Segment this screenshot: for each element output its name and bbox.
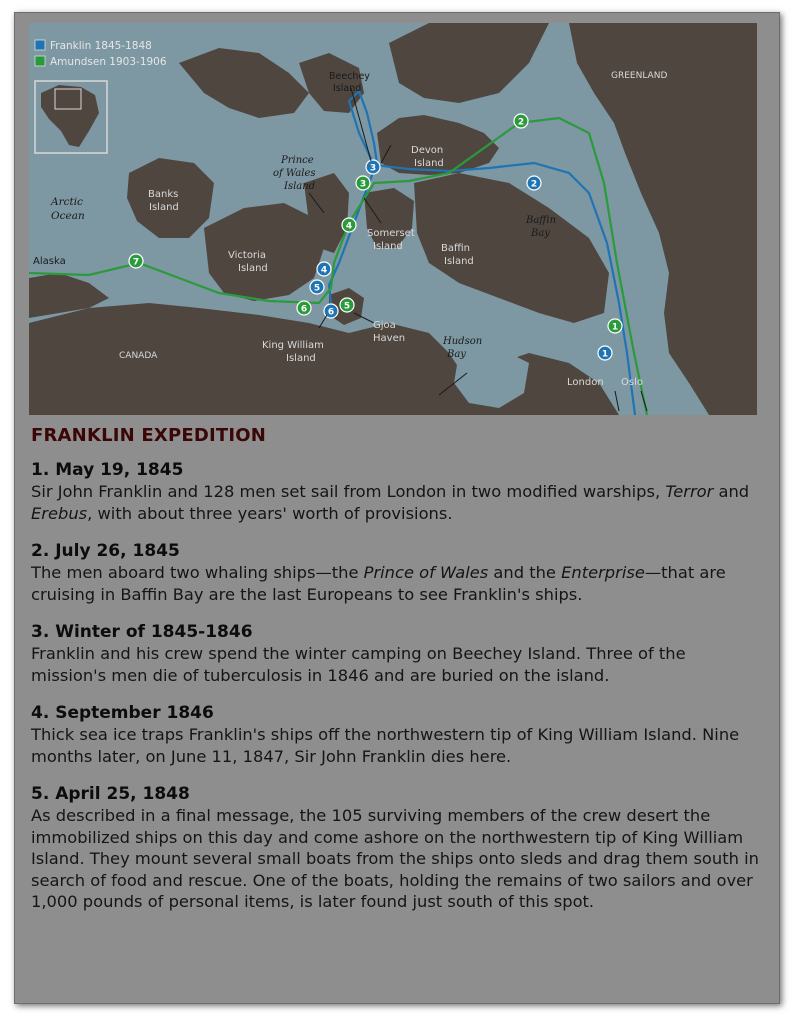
label-hudson-1: Hudson [443,336,483,347]
svg-text:1: 1 [601,349,609,360]
label-canada: CANADA [119,351,158,361]
entry-2 [31,541,761,605]
franklin-marker-3 [366,160,380,174]
amundsen-marker-5 [340,298,354,312]
entry-text-part: and [713,482,750,501]
amundsen-marker-4 [342,218,356,232]
label-banks-2: Island [149,202,179,213]
svg-text:6: 6 [300,304,308,315]
entry-3 [31,622,761,686]
entry-text-part: Sir John Franklin and 128 men set sail from London in two modified warships, [31,482,666,501]
label-victoria-1: Victoria [228,250,266,261]
label-somerset-1: Somerset [367,228,415,239]
label-baffin-island-2: Island [444,256,474,267]
entry-text [31,562,761,605]
expedition-route-map [29,23,757,415]
legend-label-amundsen: Amundsen 1903-1906 [50,56,167,68]
entry-4 [31,703,761,767]
amundsen-marker-6 [297,301,311,315]
label-pow-1: Prince [281,155,314,166]
franklin-marker-1 [598,346,612,360]
entry-heading: 2. July 26, 1845 [31,541,180,561]
franklin-marker-2 [527,176,541,190]
entry-5 [31,784,761,913]
entry-text-part: The men aboard two whaling ships—the [31,563,364,582]
franklin-marker-5 [310,280,324,294]
svg-text:3: 3 [359,179,367,190]
label-somerset-2: Island [373,241,403,252]
label-pow-3: Island [284,181,316,192]
dimmed-content-frame [14,12,780,1004]
svg-text:7: 7 [132,257,140,268]
svg-text:5: 5 [343,301,351,312]
entry-text: As described in a final message, the 105 surviving members of the crew desert the immobilized ships on this day and come ashore on the northwestern tip of King William Island. They mount several small boats from the ships onto sleds and drag them south in search of food and rescue. One of the boats, holding the remains of two sailors and over 1,000 pounds of personal items, is later found just south of this spot. [31,806,759,911]
label-beechey-2: Island [333,83,362,94]
label-gjoa-1: Gjoa [373,320,396,331]
label-devon-2: Island [414,158,444,169]
article-title: FRANKLIN EXPEDITION [31,425,267,446]
entry-1 [31,460,761,524]
label-alaska: Alaska [33,256,66,267]
legend-swatch-franklin [35,40,45,50]
entry-text-part: and the [488,563,562,582]
label-devon-1: Devon [411,145,444,156]
entry-heading: 4. September 1846 [31,703,214,723]
article-body [31,425,761,930]
label-beechey-1: Beechey [329,71,370,82]
svg-text:2: 2 [530,179,538,190]
entry-text-part: , with about three years' worth of provisions. [87,503,453,523]
svg-text:4: 4 [320,265,328,276]
amundsen-marker-2 [514,114,528,128]
amundsen-marker-1 [608,319,622,333]
entry-heading: 3. Winter of 1845-1846 [31,622,253,642]
ship-name-prince-of-wales: Prince of Wales [363,563,489,582]
franklin-marker-4 [317,262,331,276]
ship-name-terror: Terror [665,482,714,501]
svg-text:1: 1 [611,322,619,333]
amundsen-marker-7 [129,254,143,268]
label-london: London [567,377,604,388]
legend-swatch-amundsen [35,56,45,66]
entry-text: Thick sea ice traps Franklin's ships off the northwestern tip of King William Island. Nine months later, on June 11, 1847, Sir John Franklin dies here. [31,725,740,766]
label-arctic-ocean-1: Arctic [51,196,83,208]
label-gjoa-2: Haven [373,333,406,344]
entry-heading: 1. May 19, 1845 [31,460,184,480]
svg-text:4: 4 [345,221,353,232]
svg-text:6: 6 [327,307,335,318]
label-victoria-2: Island [238,263,268,274]
label-arctic-ocean-2: Ocean [51,210,85,222]
ship-name-enterprise: Enterprise [561,563,645,582]
label-banks-1: Banks [148,189,179,200]
label-kwi-1: King William [262,340,324,351]
amundsen-marker-3 [356,176,370,190]
svg-text:2: 2 [517,117,525,128]
label-kwi-2: Island [286,353,316,364]
svg-text:3: 3 [369,163,377,174]
legend-label-franklin: Franklin 1845-1848 [50,40,152,52]
label-baffin-bay-1: Baffin [526,215,557,226]
entry-text-part: —that are cruising in Baffin Bay are the last Europeans to see Franklin's ships. [31,563,726,604]
label-pow-2: of Wales [273,168,316,179]
label-baffin-bay-2: Bay [531,228,550,239]
label-greenland: GREENLAND [611,71,668,81]
entry-text [31,481,761,524]
label-oslo: Oslo [621,377,643,388]
entry-text: Franklin and his crew spend the winter camping on Beechey Island. Three of the mission's men die of tuberculosis in 1846 and are buried on the island. [31,644,686,685]
svg-text:5: 5 [313,283,321,294]
label-baffin-island-1: Baffin [441,243,470,254]
entry-heading: 5. April 25, 1848 [31,784,190,804]
label-hudson-2: Bay [447,349,466,360]
ship-name-erebus: Erebus [31,503,88,523]
